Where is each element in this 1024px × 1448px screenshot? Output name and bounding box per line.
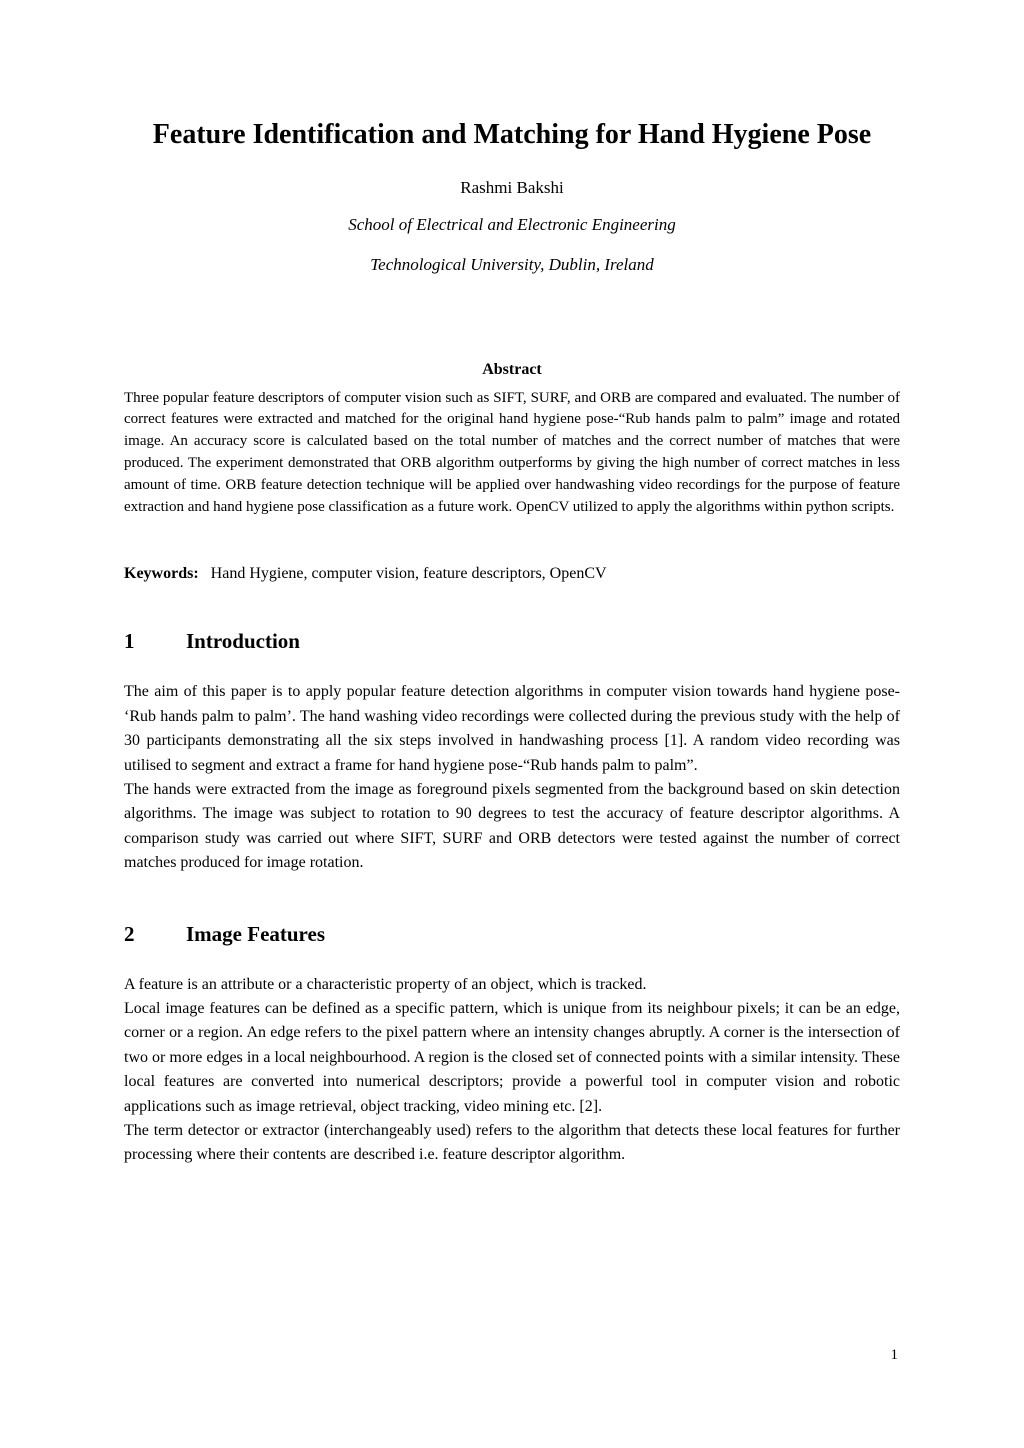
section-1-paragraph-1: The aim of this paper is to apply popular feature detection algorithms in computer vision towards hand hygiene pose- ‘Rub hands palm to palm’. The hand washing video recordings were collected during the previous study with the help of 30 participants demonstrating all the six steps involved in handwashing process [1]. A random video recording was utilised to segment and extract a frame for hand hygiene pose-“Rub hands palm to palm”.	[124, 683, 900, 774]
page-number: 1	[890, 1347, 898, 1363]
section-1-heading	[124, 629, 900, 654]
section-2-paragraph-3: The term detector or extractor (interchangeably used) refers to the algorithm that detects these local features for further processing where their contents are described i.e. feature descriptor algorithm.	[124, 1122, 900, 1164]
keywords-label: Keywords:	[124, 565, 199, 583]
section-2-title: Image Features	[186, 921, 325, 946]
abstract-heading: Abstract	[482, 360, 542, 378]
section-2-heading	[124, 922, 900, 947]
section-2-paragraph-1: A feature is an attribute or a characteristic property of an object, which is tracked.	[124, 975, 647, 993]
section-1-title: Introduction	[186, 629, 300, 654]
affiliation-school: School of Electrical and Electronic Engineering	[348, 214, 676, 234]
keywords-text: Hand Hygiene, computer vision, feature descriptors, OpenCV	[210, 565, 607, 583]
abstract-text: Three popular feature descriptors of computer vision such as SIFT, SURF, and ORB are compared and evaluated. The number of correct features were extracted and matched for the original hand hygiene pose-“Rub hands palm to palm” image and rotated image. An accuracy score is calculated based on the total number of matches and the correct number of matches that were produced. The experiment demonstrated that ORB algorithm outperforms by giving the high number of correct matches in less amount of time. ORB feature detection technique will be applied over handwashing video recordings for the purpose of feature extraction and hand hygiene pose classification as a future work. OpenCV utilized to apply the algorithms within python scripts.	[124, 389, 900, 515]
section-2-paragraph-2: Local image features can be defined as a specific pattern, which is unique from its neighbour pixels; it can be an edge, corner or a region. An edge refers to the pixel pattern where an intensity changes abruptly. A corner is the intersection of two or more edges in a local neighbourhood. A region is the closed set of connected points with a similar intensity. These local features are converted into numerical descriptors; provide a powerful tool in computer vision and robotic applications such as image retrieval, object tracking, video mining etc. [2].	[124, 1000, 900, 1115]
section-2-number: 2	[124, 921, 135, 946]
author-name: Rashmi Bakshi	[460, 177, 564, 197]
affiliation-university: Technological University, Dublin, Ireland	[370, 254, 654, 274]
section-1-paragraph-2: The hands were extracted from the image as foreground pixels segmented from the background based on skin detection algorithms. The image was subject to rotation to 90 degrees to test the accuracy of feature descriptor algorithms. A comparison study was carried out where SIFT, SURF and ORB detectors were tested against the number of correct matches produced for image rotation.	[124, 781, 900, 872]
section-1-number: 1	[124, 629, 135, 654]
paper-title: Feature Identification and Matching for Hand Hygiene Pose	[152, 119, 872, 150]
keywords-line	[124, 565, 900, 583]
